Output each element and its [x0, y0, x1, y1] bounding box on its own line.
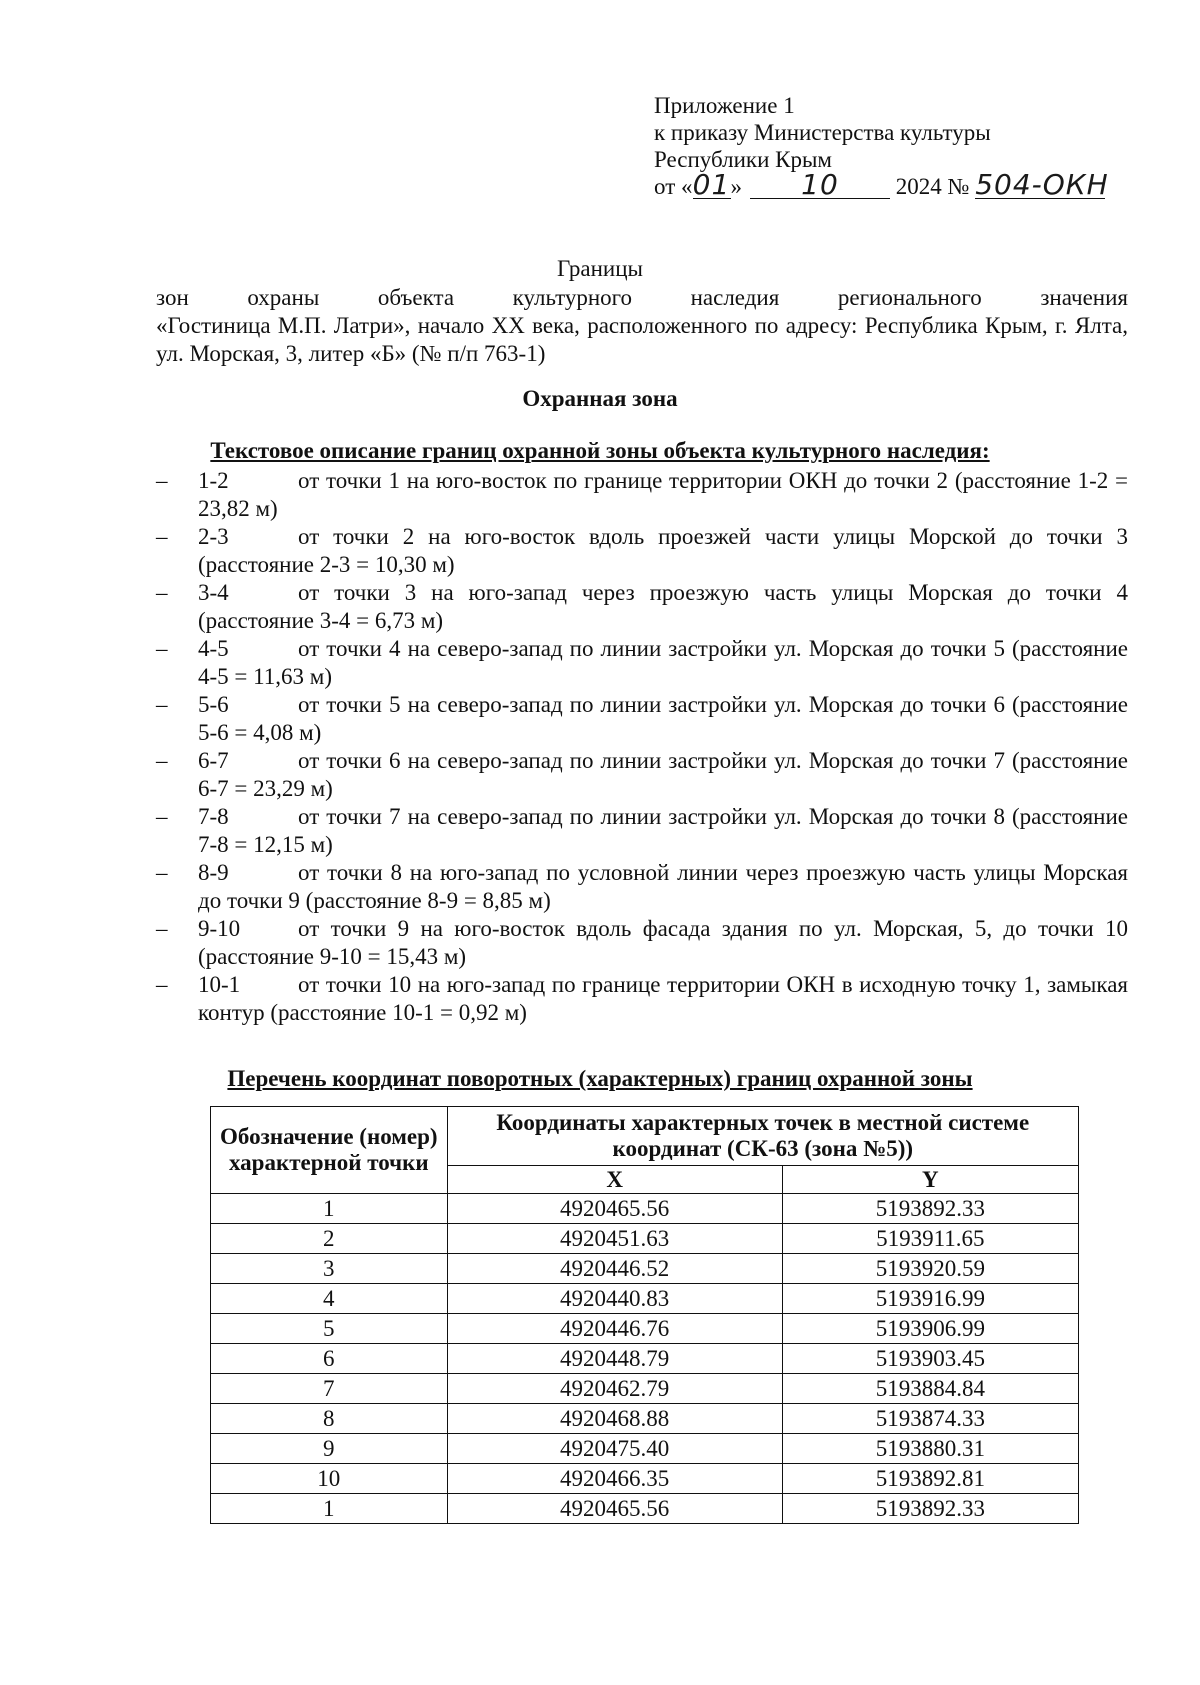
handwritten-order-number: 504-ОКН [975, 168, 1109, 201]
table-row [211, 1464, 1079, 1494]
segment-id: 2-3 [198, 524, 229, 549]
bullet-dash: – [156, 804, 168, 829]
description-title: Текстовое описание границ охранной зоны объекта культурного наследия: [210, 438, 990, 463]
appendix-line-2: к приказу Министерства культуры [654, 120, 991, 145]
list-item [156, 635, 1128, 691]
segment-id: 6-7 [198, 748, 229, 773]
coord-y: 5193892.33 [782, 1494, 1078, 1524]
segment-id: 1-2 [198, 468, 229, 493]
segment-text: от точки 3 на юго-запад через проезжую часть улицы Морская до точки 4 (расстояние 3-4 = 6,73 м) [198, 580, 1128, 633]
list-item [156, 579, 1128, 635]
table-row [211, 1404, 1079, 1434]
intro-paragraph [156, 284, 1128, 368]
table-row [211, 1434, 1079, 1464]
list-item [156, 747, 1128, 803]
column-header-point: Обозначение (номер) характерной точки [211, 1107, 448, 1194]
zone-title: Охранная зона [522, 386, 678, 411]
segment-id: 4-5 [198, 636, 229, 661]
table-row [211, 1254, 1079, 1284]
table-row [211, 1374, 1079, 1404]
table-row [211, 1194, 1079, 1224]
bullet-dash: – [156, 916, 168, 941]
point-number: 4 [211, 1284, 448, 1314]
coordinates-table [210, 1106, 1079, 1524]
list-item [156, 691, 1128, 747]
coord-x: 4920465.56 [447, 1494, 782, 1524]
point-number: 9 [211, 1434, 448, 1464]
coord-y: 5193906.99 [782, 1314, 1078, 1344]
column-header-x: X [447, 1166, 782, 1194]
coord-x: 4920462.79 [447, 1374, 782, 1404]
appendix-header [654, 92, 1109, 201]
list-item [156, 803, 1128, 859]
table-row [211, 1344, 1079, 1374]
table-row [211, 1284, 1079, 1314]
point-number: 2 [211, 1224, 448, 1254]
point-number: 3 [211, 1254, 448, 1284]
coord-y: 5193892.81 [782, 1464, 1078, 1494]
point-number: 7 [211, 1374, 448, 1404]
coord-x: 4920465.56 [447, 1194, 782, 1224]
segment-text: от точки 9 на юго-восток вдоль фасада здания по ул. Морская, 5, до точки 10 (расстояние 9-10 = 15,43 м) [198, 916, 1128, 969]
bullet-dash: – [156, 692, 168, 717]
order-year-label: 2024 № [895, 174, 970, 199]
handwritten-day: 01 [692, 168, 731, 201]
coord-x: 4920451.63 [447, 1224, 782, 1254]
date-mid: » [730, 174, 742, 199]
list-item [156, 971, 1128, 1027]
segment-id: 5-6 [198, 692, 229, 717]
segment-id: 9-10 [198, 916, 241, 941]
point-number: 1 [211, 1494, 448, 1524]
coord-x: 4920468.88 [447, 1404, 782, 1434]
segment-text: от точки 2 на юго-восток вдоль проезжей части улицы Морской до точки 3 (расстояние 2-3 = 10,30 м) [198, 524, 1128, 577]
column-header-coordinates: Координаты характерных точек в местной системе координат (СК-63 (зона №5)) [447, 1107, 1078, 1166]
segment-text: от точки 5 на северо-запад по линии застройки ул. Морская до точки 6 (расстояние 5-6 = 4,08 м) [198, 692, 1128, 745]
coord-y: 5193880.31 [782, 1434, 1078, 1464]
coord-x: 4920475.40 [447, 1434, 782, 1464]
point-number: 6 [211, 1344, 448, 1374]
coord-x: 4920440.83 [447, 1284, 782, 1314]
point-number: 1 [211, 1194, 448, 1224]
segment-text: от точки 1 на юго-восток по границе территории ОКН до точки 2 (расстояние 1-2 = 23,82 м) [198, 468, 1128, 521]
bullet-dash: – [156, 748, 168, 773]
bullet-dash: – [156, 972, 168, 997]
coord-y: 5193903.45 [782, 1344, 1078, 1374]
segment-text: от точки 4 на северо-запад по линии застройки ул. Морская до точки 5 (расстояние 4-5 = 11,63 м) [198, 636, 1128, 689]
coord-x: 4920446.52 [447, 1254, 782, 1284]
segment-text: от точки 7 на северо-запад по линии застройки ул. Морская до точки 8 (расстояние 7-8 = 12,15 м) [198, 804, 1128, 857]
handwritten-month: 10 [750, 174, 890, 199]
bullet-dash: – [156, 580, 168, 605]
coord-y: 5193884.84 [782, 1374, 1078, 1404]
intro-line-1: зон охраны объекта культурного наследия регионального значения [156, 285, 1128, 310]
point-number: 10 [211, 1464, 448, 1494]
segment-id: 7-8 [198, 804, 229, 829]
segment-text: от точки 10 на юго-запад по границе территории ОКН в исходную точку 1, замыкая контур (расстояние 10-1 = 0,92 м) [198, 972, 1128, 1025]
coord-y: 5193911.65 [782, 1224, 1078, 1254]
coord-y: 5193892.33 [782, 1194, 1078, 1224]
bullet-dash: – [156, 860, 168, 885]
boundary-segment-list [156, 467, 1128, 1027]
segment-id: 10-1 [198, 972, 241, 997]
point-number: 8 [211, 1404, 448, 1434]
appendix-line-3: Республики Крым [654, 147, 832, 172]
bullet-dash: – [156, 468, 168, 493]
date-prefix: от « [654, 174, 693, 199]
segment-id: 3-4 [198, 580, 229, 605]
table-row [211, 1224, 1079, 1254]
list-item [156, 523, 1128, 579]
appendix-line-1: Приложение 1 [654, 93, 795, 118]
table-row [211, 1314, 1079, 1344]
coord-x: 4920466.35 [447, 1464, 782, 1494]
coord-y: 5193916.99 [782, 1284, 1078, 1314]
point-number: 5 [211, 1314, 448, 1344]
bullet-dash: – [156, 636, 168, 661]
list-item [156, 915, 1128, 971]
coord-y: 5193874.33 [782, 1404, 1078, 1434]
segment-text: от точки 8 на юго-запад по условной линии через проезжую часть улицы Морская до точки 9 (расстояние 8-9 = 8,85 м) [198, 860, 1128, 913]
coord-x: 4920448.79 [447, 1344, 782, 1374]
column-header-y: Y [782, 1166, 1078, 1194]
segment-text: от точки 6 на северо-запад по линии застройки ул. Морская до точки 7 (расстояние 6-7 = 23,29 м) [198, 748, 1128, 801]
segment-id: 8-9 [198, 860, 229, 885]
order-date-line [654, 168, 1109, 201]
intro-rest: «Гостиница М.П. Латри», начало ХХ века, расположенного по адресу: Республика Крым, г. Ялта, ул. Морская, 3, литер «Б» (№ п/п 763-1) [156, 313, 1128, 366]
coord-x: 4920446.76 [447, 1314, 782, 1344]
table-row [211, 1494, 1079, 1524]
coord-y: 5193920.59 [782, 1254, 1078, 1284]
list-item [156, 467, 1128, 523]
document-title: Границы [557, 256, 643, 281]
list-item [156, 859, 1128, 915]
coordinates-list-title: Перечень координат поворотных (характерных) границ охранной зоны [227, 1066, 973, 1091]
bullet-dash: – [156, 524, 168, 549]
